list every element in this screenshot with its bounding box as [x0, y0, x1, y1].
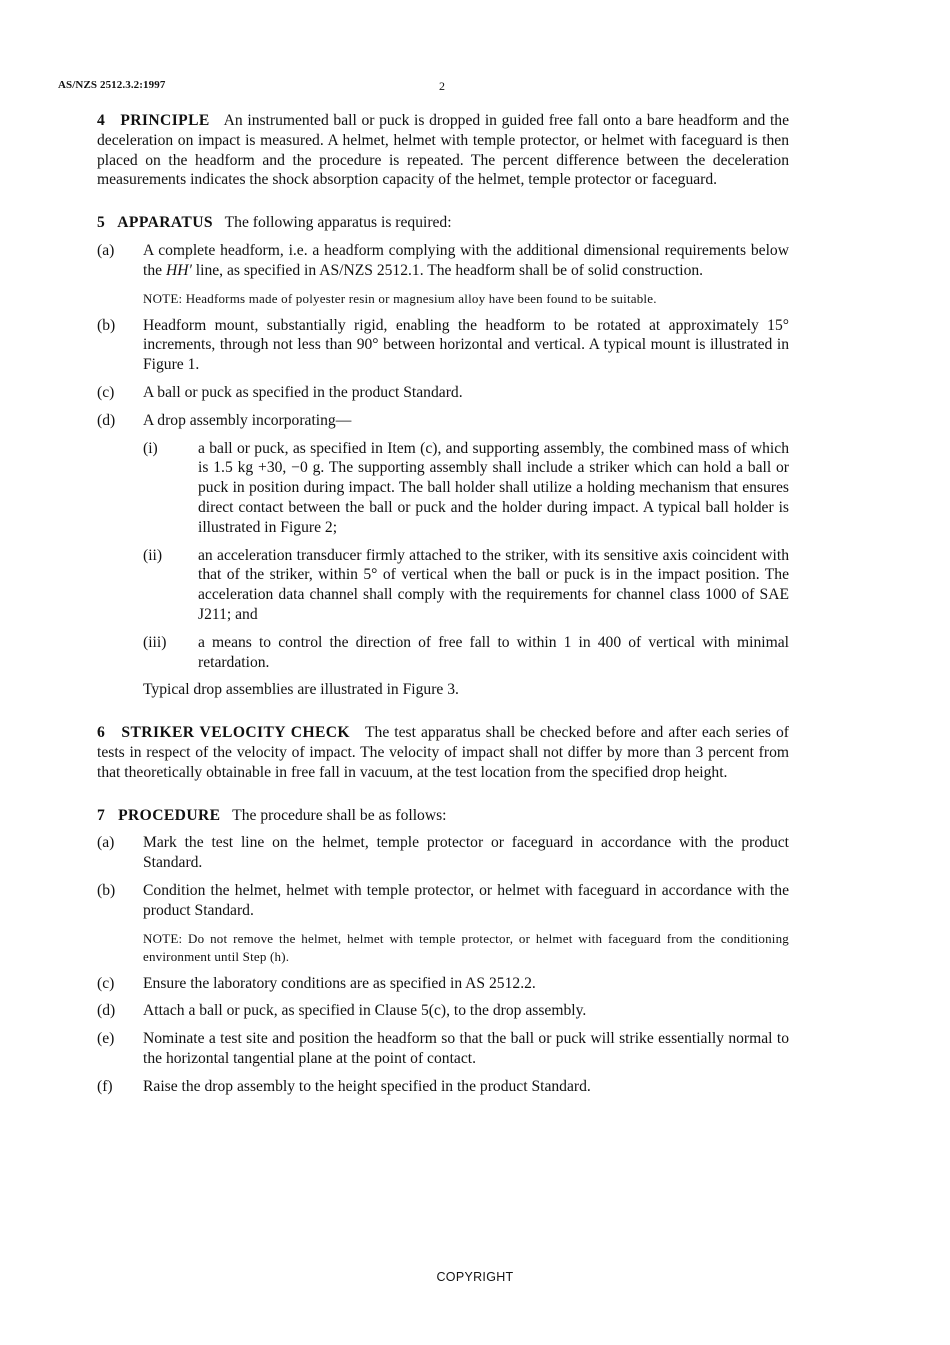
- apparatus-item-a: [97, 241, 789, 308]
- drop-assembly-sublist: [143, 439, 789, 673]
- step-label: (e): [97, 1030, 115, 1048]
- document-body: [97, 111, 789, 1104]
- sub-item-iii: [143, 633, 789, 673]
- principle-text: An instrumented ball or puck is dropped in guided free fall onto a bare headform and the deceleration on impact is measured. A helmet, helmet with temple protector, or helmet with faceguard is then placed on the headform and the procedure is repeated. The percent difference between the deceleration measurements indicates the shock absorption capacity of the helmet, temple protector or faceguard.: [97, 112, 790, 189]
- sub-item-label: (i): [143, 439, 158, 457]
- apparatus-item-c: [97, 383, 789, 403]
- striker-text: The test apparatus shall be checked before and after each series of tests in respect of the velocity of impact. The velocity of impact shall not differ by more than 3 percent from that theoretically obtainable in free fall in vacuum, at the test location from the specified drop height.: [97, 724, 789, 781]
- copyright-footer: COPYRIGHT: [436, 1270, 514, 1284]
- step-text: Mark the test line on the helmet, temple protector or faceguard in accordance with the product Standard.: [143, 834, 789, 872]
- sub-item-label: (iii): [143, 633, 167, 651]
- item-text-part: line, as specified in AS/NZS 2512.1. The headform shall be of solid construction.: [191, 261, 704, 279]
- step-label: (c): [97, 974, 115, 992]
- sub-item-i: [143, 439, 789, 538]
- step-text: Raise the drop assembly to the height specified in the product Standard.: [143, 1077, 591, 1095]
- procedure-step-f: [97, 1077, 789, 1097]
- principle-heading: 4 PRINCIPLE: [97, 112, 210, 129]
- typical-drop-assemblies: Typical drop assemblies are illustrated in Figure 3.: [143, 681, 459, 699]
- clause-principle: [97, 111, 789, 190]
- apparatus-intro: The following apparatus is required:: [224, 214, 452, 232]
- procedure-step-a: [97, 833, 789, 873]
- step-text: Condition the helmet, helmet with temple protector, or helmet with faceguard in accordance with the product Standard.: [143, 881, 789, 919]
- step-text: Attach a ball or puck, as specified in Clause 5(c), to the drop assembly.: [143, 1002, 587, 1020]
- striker-heading: 6 STRIKER VELOCITY CHECK: [97, 724, 350, 742]
- sub-item-ii: [143, 546, 789, 625]
- item-label: (c): [97, 383, 115, 401]
- headform-note: NOTE: Headforms made of polyester resin or magnesium alloy have been found to be suitable.: [143, 290, 657, 306]
- step-text: Nominate a test site and position the headform so that the ball or puck will strike essentially normal to the horizontal tangential plane at the point of contact.: [143, 1030, 789, 1067]
- clause-striker-velocity: [97, 723, 789, 782]
- clause-apparatus-heading-line: [97, 213, 789, 233]
- item-text-part: A complete headform, i.e. a headform complying with the additional dimensional requirements below the: [143, 241, 789, 279]
- step-label: (d): [97, 1002, 116, 1020]
- procedure-step-d: [97, 1001, 789, 1021]
- item-label: (b): [97, 316, 116, 334]
- apparatus-item-b: [97, 316, 789, 375]
- step-text: Ensure the laboratory conditions are as specified in AS 2512.2.: [143, 974, 536, 992]
- conditioning-note: NOTE: Do not remove the helmet, helmet with temple protector, or helmet with faceguard from the conditioning environment until Step (h).: [143, 930, 789, 964]
- step-label: (b): [97, 881, 116, 899]
- procedure-step-b: [97, 881, 789, 966]
- procedure-intro: The procedure shall be as follows:: [232, 806, 447, 824]
- item-text-emphasis: HH′: [165, 261, 192, 279]
- item-text: [143, 241, 789, 281]
- sub-item-text: an acceleration transducer firmly attached to the striker, with its sensitive axis coincident with that of the striker, within 5° of vertical when the ball or puck is in the impact position. The acceleration data channel shall comply with the requirements for channel class 1000 of SAE J211; and: [198, 546, 789, 623]
- item-text: A ball or puck as specified in the product Standard.: [143, 383, 463, 401]
- item-label: (a): [97, 241, 115, 259]
- standard-reference: AS/NZS 2512.3.2:1997: [58, 79, 166, 91]
- clause-procedure-heading-line: [97, 806, 789, 826]
- item-text: Headform mount, substantially rigid, enabling the headform to be rotated at approximately 15° increments, through not less than 90° between horizontal and vertical. A typical mount is illustrated in Figure 1.: [143, 316, 789, 374]
- sub-item-text: a means to control the direction of free fall to within 1 in 400 of vertical with minimal retardation.: [198, 633, 789, 671]
- sub-item-label: (ii): [143, 546, 163, 564]
- sub-item-text: a ball or puck, as specified in Item (c), and supporting assembly, the combined mass of which is 1.5 kg +30, −0 g. The supporting assembly shall include a striker which can hold a ball or puck in position during impact. The ball holder shall utilize a holding mechanism that ensures direct contact between the ball or puck and the holder during impact. A typical ball holder is illustrated in Figure 2;: [198, 439, 789, 536]
- step-label: (f): [97, 1077, 113, 1095]
- item-text: A drop assembly incorporating—: [143, 411, 352, 429]
- page-number: 2: [439, 79, 445, 93]
- apparatus-item-d: [97, 411, 789, 700]
- apparatus-heading: 5 APPARATUS: [97, 214, 213, 232]
- procedure-step-e: [97, 1029, 789, 1069]
- procedure-heading: 7 PROCEDURE: [97, 806, 221, 824]
- item-label: (d): [97, 411, 116, 429]
- step-label: (a): [97, 834, 115, 852]
- procedure-step-c: [97, 974, 789, 994]
